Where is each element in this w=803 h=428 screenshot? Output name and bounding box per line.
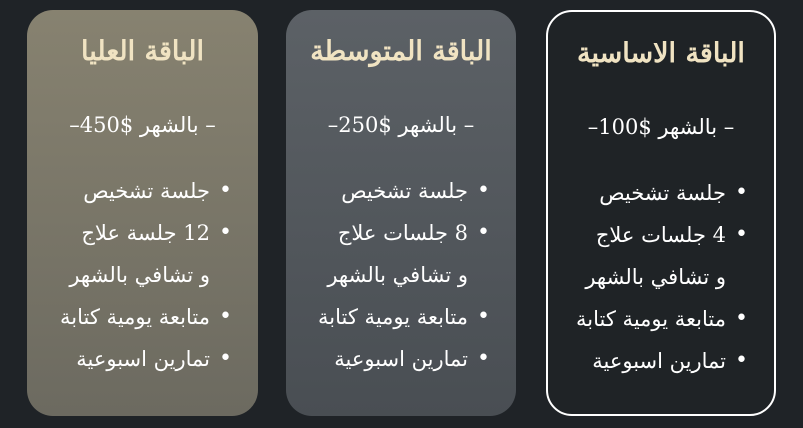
bullet-icon: • — [219, 220, 232, 245]
feature-item: • تمارين اسبوعية — [554, 340, 748, 382]
bullet-icon: • — [477, 346, 490, 371]
bullet-icon: • — [735, 222, 748, 247]
feature-list — [33, 170, 232, 380]
feature-item: • متابعة يومية كتابة — [554, 298, 748, 340]
feature-item: • جلسة تشخيص — [33, 170, 232, 212]
feature-item: • متابعة يومية كتابة — [33, 296, 232, 338]
feature-item-continued: و تشافي بالشهر — [69, 263, 210, 287]
feature-item: • جلسة تشخيص — [292, 170, 490, 212]
feature-list — [554, 172, 748, 382]
bullet-icon: • — [735, 306, 748, 331]
feature-item: • 4 جلسات علاج — [554, 214, 748, 256]
bullet-icon: • — [219, 178, 232, 203]
bullet-icon: • — [477, 178, 490, 203]
bullet-icon: • — [477, 220, 490, 245]
plan-price: – بالشهر $450– — [69, 113, 216, 137]
bullet-icon: • — [219, 304, 232, 329]
bullet-icon: • — [477, 304, 490, 329]
plan-title: الباقة المتوسطة — [310, 36, 492, 67]
plan-card-basic[interactable] — [546, 10, 776, 416]
plan-price: – بالشهر $100– — [587, 115, 735, 139]
plan-title: الباقة الاساسية — [577, 38, 745, 69]
plan-price: – بالشهر $250– — [327, 113, 475, 137]
feature-item: • تمارين اسبوعية — [33, 338, 232, 380]
bullet-icon: • — [735, 180, 748, 205]
feature-item: • متابعة يومية كتابة — [292, 296, 490, 338]
feature-item: • 8 جلسات علاج — [292, 212, 490, 254]
plan-card-medium[interactable] — [286, 10, 516, 416]
feature-item-continued: و تشافي بالشهر — [327, 263, 468, 287]
feature-item: • تمارين اسبوعية — [292, 338, 490, 380]
feature-item: • 12 جلسة علاج — [33, 212, 232, 254]
feature-list — [292, 170, 490, 380]
feature-item-continued: و تشافي بالشهر — [585, 265, 726, 289]
plan-title: الباقة العليا — [81, 36, 204, 67]
plan-card-premium[interactable] — [27, 10, 258, 416]
bullet-icon: • — [219, 346, 232, 371]
feature-item: • جلسة تشخيص — [554, 172, 748, 214]
bullet-icon: • — [735, 348, 748, 373]
